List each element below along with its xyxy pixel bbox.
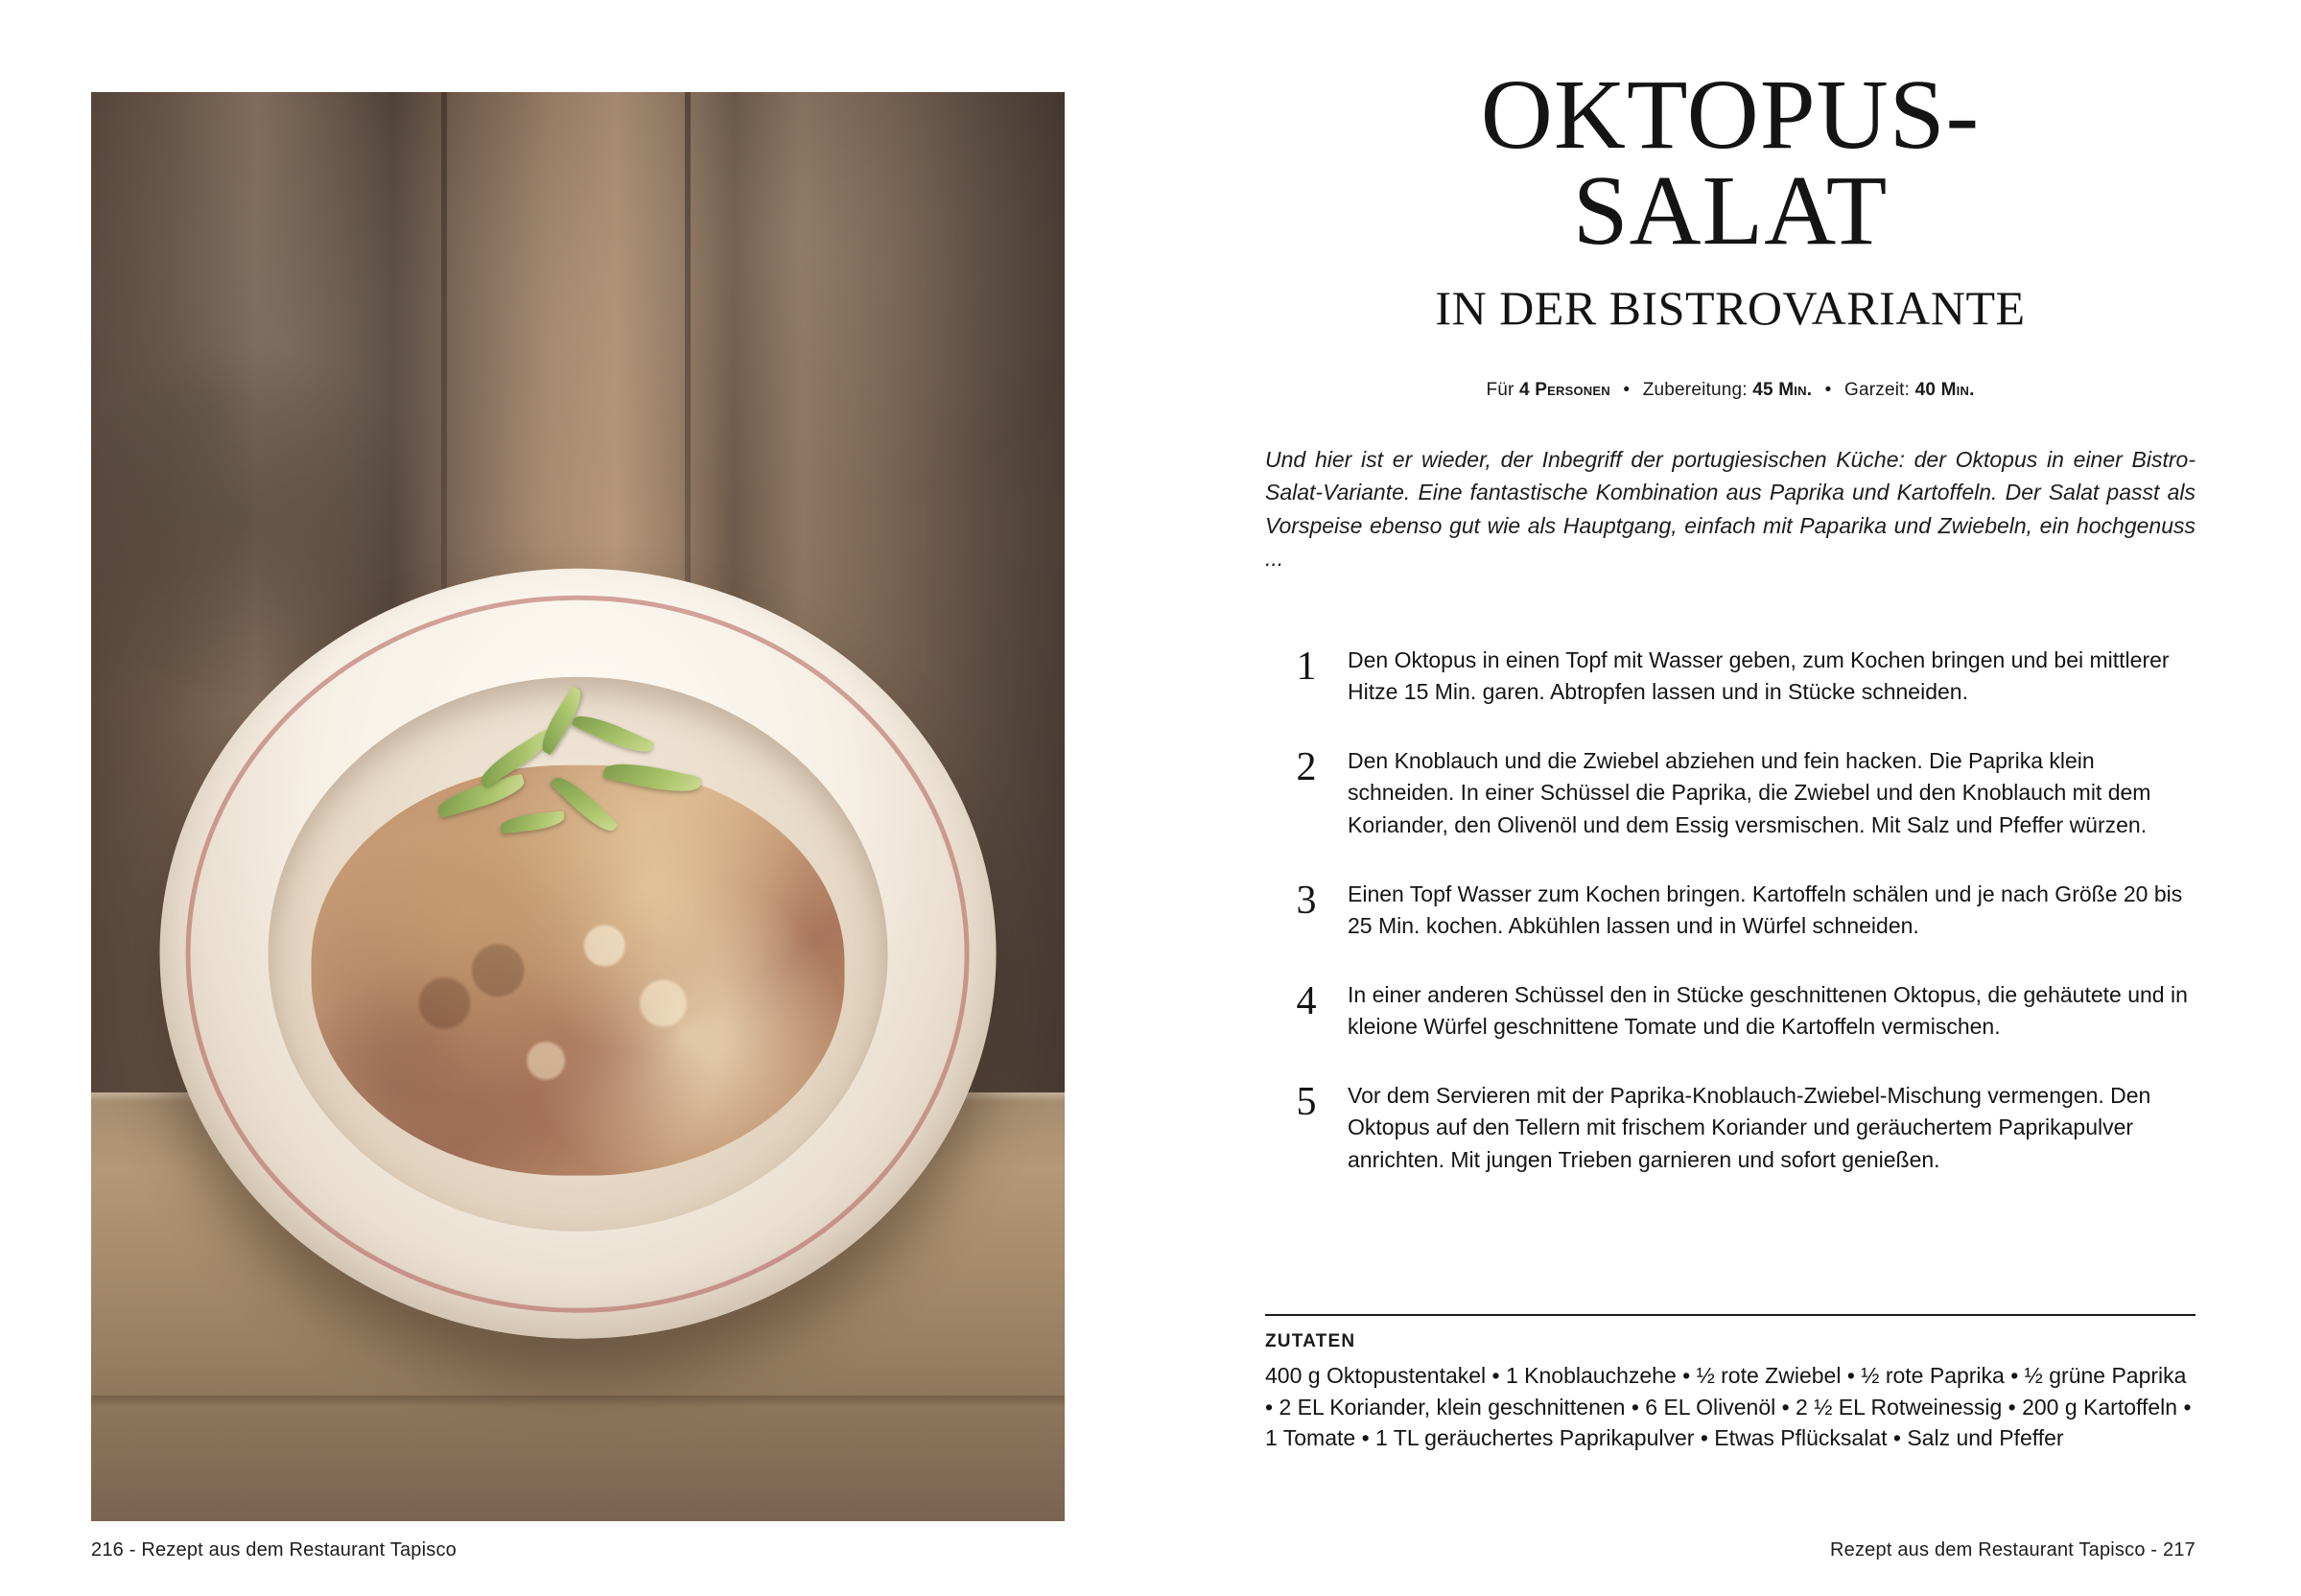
cook-label: Garzeit: [1844, 379, 1911, 400]
divider [1265, 1314, 2195, 1316]
bowl-well [269, 677, 888, 1232]
step-text: In einer anderen Schüssel den in Stücke geschnittenen Oktopus, die gehäutete und in kleione Würfel geschnittene Tomate und die Kartoffeln vermischen. [1348, 981, 2188, 1040]
title-line-1: OKTOPUS- [1480, 59, 1981, 170]
herb-leaf [602, 757, 701, 797]
cook-value: 40 Min. [1914, 379, 1975, 400]
title-line-2: SALAT [1572, 154, 1889, 266]
recipe-content [1265, 59, 2195, 1213]
ingredients-heading: ZUTATEN [1265, 1331, 1356, 1351]
ingredients-list: 400 g Oktopustentakel • 1 Knoblauchzehe • ½ rote Zwiebel • ½ rote Paprika • ½ grüne Paprika • 2 EL Koriander, klein geschnittenen • 6 EL Olivenöl • 2 ½ EL Rotweinessig • 200 g Kartoffeln • 1 Tomate • 1 TL geräuchertes Paprikapulver • Etwas Pflücksalat • Salz und Pfeffer [1265, 1363, 2192, 1451]
bowl [159, 569, 997, 1339]
recipe-meta [1265, 380, 2195, 401]
herb-leaf [572, 709, 656, 760]
step-number: 5 [1296, 1079, 1317, 1124]
recipe-steps [1265, 645, 2195, 1177]
step-text: Einen Topf Wasser zum Kochen bringen. Kartoffeln schälen und je nach Größe 20 bis 25 Min. kochen. Abkühlen lassen und in Würfel schneiden. [1348, 880, 2183, 939]
step-number: 1 [1296, 644, 1317, 689]
step-number: 2 [1296, 744, 1317, 789]
herb-leaf [500, 810, 566, 833]
recipe-step [1265, 1080, 2195, 1177]
dish-photo [91, 92, 1065, 1521]
recipe-step [1265, 879, 2195, 943]
table-edge [91, 1396, 1065, 1407]
step-text: Vor dem Servieren mit der Paprika-Knoblauch-Zwiebel-Mischung vermengen. Den Oktopus auf den Tellern mit frischem Koriander und geräuchertem Paprikapulver anrichten. Mit jungen Trieben garnieren und sofort genießen. [1348, 1082, 2151, 1173]
step-text: Den Oktopus in einen Topf mit Wasser geben, zum Kochen bringen und bei mittlerer Hitze 15 Min. garen. Abtropfen lassen und in Stücke schneiden. [1348, 646, 2170, 705]
herb-garnish [417, 688, 740, 921]
step-number: 3 [1296, 878, 1317, 923]
prep-value: 45 Min. [1752, 379, 1813, 400]
prep-label: Zubereitung: [1642, 379, 1748, 400]
step-number: 4 [1296, 978, 1317, 1023]
right-page [1150, 0, 2301, 1596]
recipe-step [1265, 979, 2195, 1044]
left-page [0, 0, 1150, 1596]
step-text: Den Knoblauch und die Zwiebel abziehen und fein hacken. Die Paprika klein schneiden. In einer Schüssel die Paprika, die Zwiebel und den Knoblauch mit dem Koriander, den Olivenöl und dem Essig versmischen. Mit Salz und Pfeffer würzen. [1348, 747, 2151, 837]
servings-value: 4 Personen [1519, 379, 1610, 400]
recipe-step [1265, 645, 2195, 709]
ingredients-block [1265, 1314, 2195, 1454]
servings-prefix: Für [1486, 379, 1514, 400]
recipe-intro: Und hier ist er wieder, der Inbegriff der portugiesischen Küche: der Oktopus in einer Bistro-Salat-Variante. Eine fantastische Kombination aus Paprika und Kartoffeln. Der Salat passt als Vorspeise ebenso gut wie als Hauptgang, einfach mit Paparika und Zwiebeln, ein hochgenuss ... [1265, 446, 2195, 572]
page-footer-right: Rezept aus dem Restaurant Tapisco - 217 [1830, 1539, 2195, 1561]
page-title [1265, 59, 2195, 266]
meta-separator-2: • [1824, 379, 1832, 400]
recipe-step [1265, 745, 2195, 842]
meta-separator-1: • [1623, 379, 1631, 400]
page-footer-left: 216 - Rezept aus dem Restaurant Tapisco [91, 1539, 457, 1561]
herb-leaf [550, 771, 618, 838]
page-subtitle: IN DER BISTROVARIANTE [1435, 280, 2026, 335]
